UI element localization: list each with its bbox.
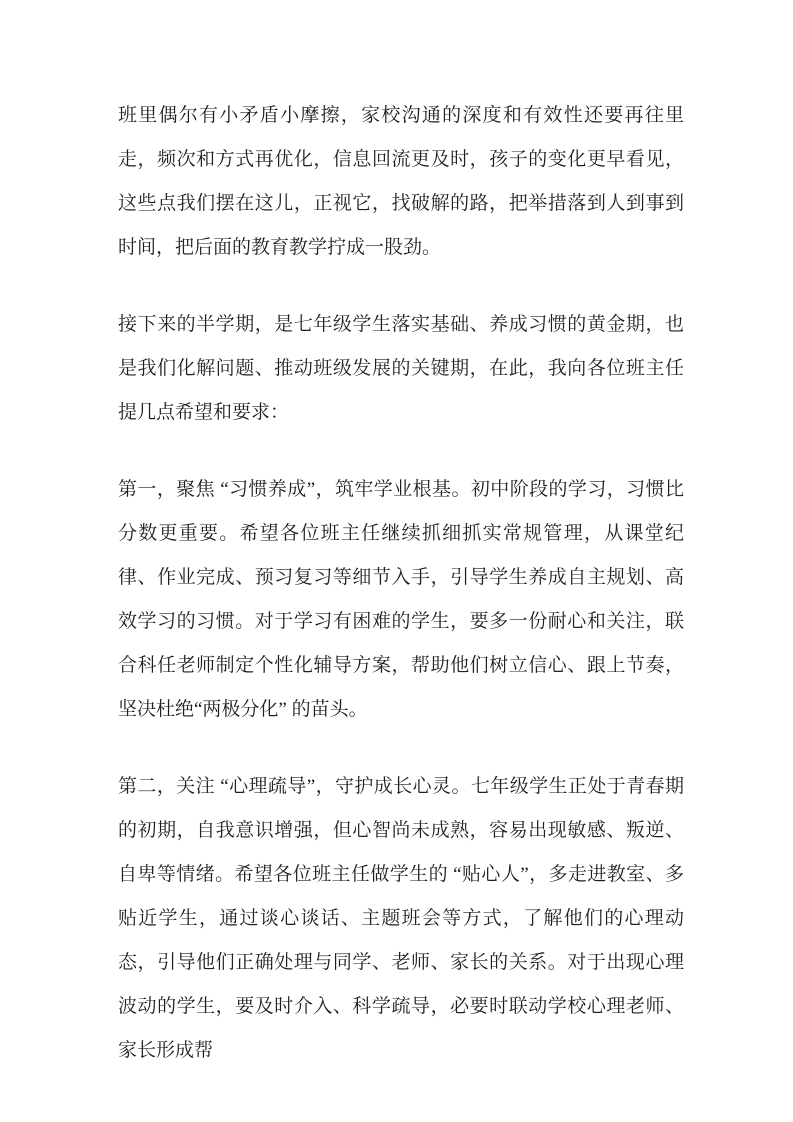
paragraph-point-two-mental-health: 第二，关注 “心理疏导”，守护成长心灵。七年级学生正处于青春期的初期，自我意识增强，但心智尚未成熟，容易出现敏感、叛逆、自卑等情绪。希望各位班主任做学生的 “贴心人”，多走进教室、多贴近学生，通过谈心谈话、主题班会等方式，了解他们的心理动态，引导他们正确处理与同学、老师、家长的关系。对于出现心理波动的学生，要及时介入、科学疏导，必要时联动学校心理老师、家长形成帮 [118,776,684,1061]
paragraph-semester-outlook: 接下来的半学期，是七年级学生落实基础、养成习惯的黄金期，也是我们化解问题、推动班级发展的关键期，在此，我向各位班主任提几点希望和要求： [118,314,684,423]
paragraph-point-one-habit-building: 第一，聚焦 “习惯养成”，筑牢学业根基。初中阶段的学习，习惯比分数更重要。希望各位班主任继续抓细抓实常规管理，从课堂纪律、作业完成、预习复习等细节入手，引导学生养成自主规划、高效学习的习惯。对于学习有困难的学生，要多一份耐心和关注，联合科任老师制定个性化辅导方案，帮助他们树立信心、跟上节奏，坚决杜绝“两极分化” 的苗头。 [118,479,684,720]
paragraph-intro-class-issues: 班里偶尔有小矛盾小摩擦，家校沟通的深度和有效性还要再往里走，频次和方式再优化，信息回流更及时，孩子的变化更早看见，这些点我们摆在这儿，正视它，找破解的路，把举措落到人到事到时间，把后面的教育教学拧成一股劲。 [118,105,684,258]
